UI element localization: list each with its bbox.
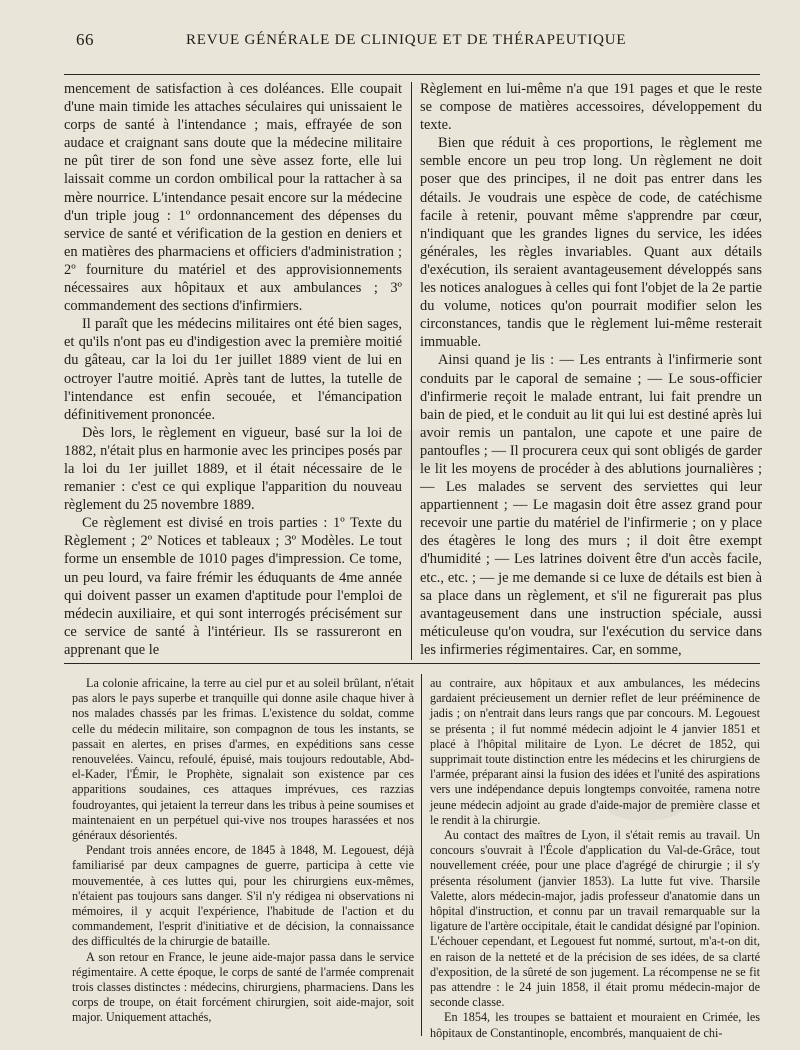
paragraph: La colonie africaine, la terre au ciel pur et au soleil brûlant, n'était pas alors le pays superbe et tranquille qui donne asile chaque hiver à nos malades chassés par les frimas. L'existence du soldat, comme celle du médecin militaire, son compagnon de tous les instants, se passait en alertes, en prises d'armes, en expéditions sans cesse renouvelées. Vaincu, refoulé, épuisé, mais toujours redoutable, Abd-el-Kader, l'Émir, le Prophète, signalait son existence par ces apparitions soudaines, ces attaques imprévues, ces razzias foudroyantes, qui jetaient la terreur dans les tribus à peine soumises et maintenaient en un perpétuel qui-vive nos troupes harassées et nos généraux désorientés. <box>72 676 414 843</box>
paragraph: Il paraît que les médecins militaires ont été bien sages, et qu'ils n'ont pas eu d'indigestion avec la première moitié du gâteau, car la loi du 1er juillet 1889 vient de lui en octroyer l'autre moitié. Après tant de luttes, la tutelle de l'intendance est enfin secouée, et l'émancipation définitivement prononcée. <box>64 316 402 423</box>
paragraph: Pendant trois années encore, de 1845 à 1848, M. Legouest, déjà familiarisé par deux campagnes de guerre, participa à cette vie mouvementée, à ces luttes qui, pour les chirurgiens eux-mêmes, n'étaient pas toujours sans danger. S'il n'y rédigea ni observations ni mémoires, il y acquit l'expérience, l'habitude de l'action et du commandement, l'esprit d'initiative et de décision, la connaissance des difficultés de la chirurgie de bataille. <box>72 843 414 949</box>
paragraph: Ainsi quand je lis : — Les entrants à l'infirmerie sont conduits par le caporal de semaine ; — Le sous-officier d'infirmerie reçoit le malade entrant, lui fait prendre un bain de pied, et le conduit au lit qui lui est destiné après lui avoir remis un pantalon, une capote et une paire de pantoufles ; — Il procurera ceux qui sont obligés de garder le lit les moyens de procéder à des ablutions journalières ; — Les malades se servent des serviettes qui leur appartiennent ; — Le magasin doit être assez grand pour recevoir une partie du matériel de l'infirmerie ; on y place des étagères le long des murs ; il doit être exempt d'humidité ; — Les latrines doivent être d'un accès facile, etc., etc. ; — je me demande si ce luxe de détails est bien à sa place dans un règlement, et s'il ne figurerait pas plus avantageusement dans une instruction spéciale, aussi méticuleuse qu'on voudra, sur l'exécution du service dans les infirmeries régimentaires. Car, en somme, <box>420 352 762 658</box>
paragraph: au contraire, aux hôpitaux et aux ambulances, les médecins gardaient précieusement un dernier reflet de leur prééminence de jadis ; on n'entrait dans leurs rangs que par concours. M. Legouest se présenta ; il fut nommé médecin adjoint le 4 janvier 1851 et placé à l'hôpital militaire de Lyon. Le décret de 1852, qui supprimait toute distinction entre les médecins et les chirurgiens de l'armée, préparant ainsi la fusion des idées et l'unité des aspirations vers une indépendance depuis longtemps convoitée, ramena notre jeune médecin adjoint au grade d'aide-major de première classe et le rendit à la chirurgie. <box>430 676 760 827</box>
paragraph: mencement de satisfaction à ces doléances. Elle coupait d'une main timide les attaches séculaires qui unissaient le corps de santé à l'intendance ; mais, effrayée de son audace et craignant sans doute que la médecine militaire ne pût tirer de son fond une sève assez forte, elle lui laissait comme un cordon ombilical pour la rattacher à sa mère nourrice. L'intendance pesait encore sur la médecine d'un triple joug : 1º ordonnancement des dépenses du service de santé et vérification de la gestion en deniers et en matières des pharmaciens et officiers d'administration ; 2º fourniture du matériel et des approvisionnements nécessaires aux hôpitaux et aux ambulances ; 3º commandement des sections d'infirmiers. <box>64 81 402 315</box>
paragraph: Bien que réduit à ces proportions, le règlement me semble encore un peu trop long. Un règlement ne doit poser que des principes, il ne doit pas entrer dans les détails. Je voudrais une espèce de code, de catéchisme facile à retenir, pouvant même s'apprendre par cœur, n'indiquant que les grandes lignes du service, les idées générales, les règles invariables. Quant aux détails d'exécution, ils seraient avantageusement développés sans les notices analogues à celles qui font l'objet de la 2e partie du volume, notices qu'on pourrait modifier selon les circonstances, tandis que le règlement lui-même resterait immuable. <box>420 135 762 351</box>
paragraph: En 1854, les troupes se battaient et mouraient en Crimée, les hôpitaux de Constantinople, encombrés, manquaient de chi- <box>430 1010 760 1040</box>
page-number: 66 <box>76 30 94 49</box>
paragraph: Au contact des maîtres de Lyon, il s'était remis au travail. Un concours s'ouvrait à l'École d'application du Val-de-Grâce, tout nouvellement créée, pour une place d'agrégé de chirurgie ; il s'y présenta résolument (janvier 1853). La lutte fut vive. Tharsile Valette, alors médecin-major, jadis professeur d'anatomie dans un hôpital d'instruction, et connu par un travail remarquable sur la ligature de l'artère occipitale, était le candidat désigné par l'opinion. L'échouer cependant, et Legouest fut nommé, surtout, m'a-t-on dit, en raison de la netteté et de la précision de ses idées, de sa clarté d'exposition, de la sûreté de son jugement. La récompense ne se fit pas attendre : le 24 juin 1858, il était promu médecin-major de seconde classe. <box>430 828 760 1010</box>
paragraph: A son retour en France, le jeune aide-major passa dans le service régimentaire. A cette époque, le corps de santé de l'armée comprenait trois classes distinctes : médecins, chirurgiens, pharmaciens. Dans les corps de troupe, on était forcément chirurgien, soit aide-major, soit major. Uniquement attachés, <box>72 949 414 1025</box>
feuilleton-column-right <box>430 676 760 1041</box>
main-column-left <box>64 80 402 659</box>
column-divider <box>421 674 422 1036</box>
column-divider <box>411 82 412 660</box>
paragraph: Règlement en lui-même n'a que 191 pages et que le reste se compose de matières accessoires, développement du texte. <box>420 81 762 134</box>
header-rule <box>64 74 760 75</box>
page-header <box>66 28 756 54</box>
paragraph: Ce règlement est divisé en trois parties : 1º Texte du Règlement ; 2º Notices et tableaux ; 3º Modèles. Le tout forme un ensemble de 1010 pages d'impression. Ce tome, un peu lourd, va faire frémir les éduquants de 4me année qui doivent passer un examen d'aptitude pour l'emploi de médecin auxiliaire, et qui sont interrogés précisément sur ce service de santé à l'intérieur. Ils se rassureront en apprenant que le <box>64 515 402 658</box>
main-column-right <box>420 80 762 659</box>
running-title: REVUE GÉNÉRALE DE CLINIQUE ET DE THÉRAPEUTIQUE <box>186 32 627 48</box>
paragraph: Dès lors, le règlement en vigueur, basé sur la loi de 1882, n'était plus en harmonie avec les principes posés par la loi du 1er juillet 1889, et il était nécessaire de le remanier : c'est ce qui explique l'apparition du nouveau règlement du 25 novembre 1889. <box>64 424 402 514</box>
section-rule <box>64 663 760 664</box>
feuilleton-column-left <box>72 676 414 1026</box>
